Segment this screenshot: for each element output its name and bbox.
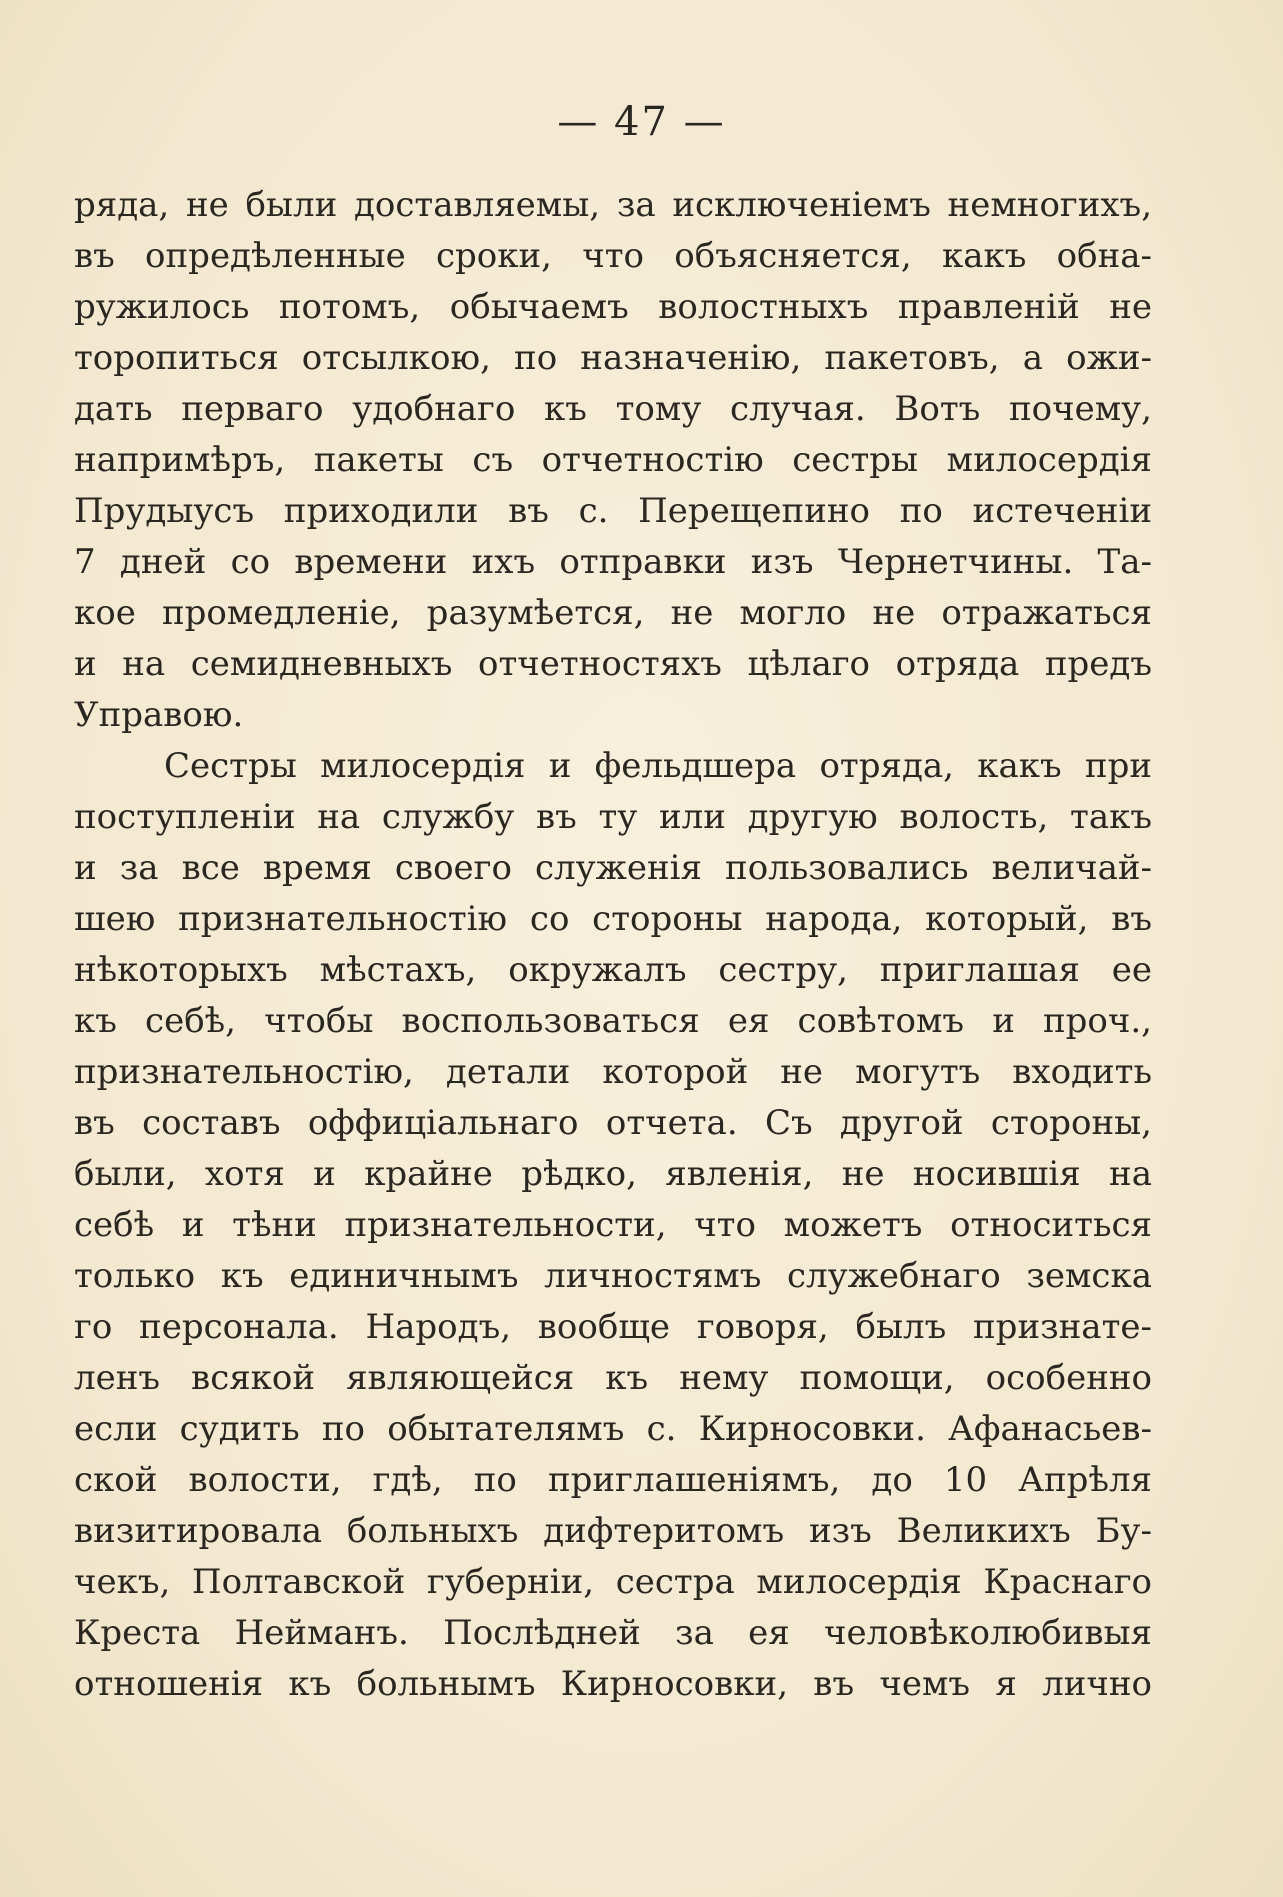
paragraph-end-line: Управою. — [74, 695, 244, 735]
text-line: себѣ и тѣни признательности, что можетъ относиться — [74, 1205, 1152, 1245]
text-line: чекъ, Полтавской губернiи, сестра милосердiя Краснаго — [74, 1562, 1152, 1602]
text-line: дать перваго удобнаго къ тому случая. Вотъ почему, — [74, 389, 1152, 429]
body-text — [74, 180, 1152, 1710]
text-line: ской волости, гдѣ, по приглашенiямъ, до 10 Апрѣля — [74, 1460, 1152, 1500]
text-line: 7 дней со времени ихъ отправки изъ Чернетчины. Та- — [74, 542, 1152, 582]
text-line: торопиться отсылкою, по назначенiю, пакетовъ, а ожи- — [74, 338, 1152, 378]
text-line: напримѣръ, пакеты съ отчетностiю сестры милосердiя — [74, 440, 1152, 480]
text-line: ружилось потомъ, обычаемъ волостныхъ правленiй не — [74, 287, 1152, 327]
text-line: признательностiю, детали которой не могутъ входить — [74, 1052, 1152, 1092]
text-line: къ себѣ, чтобы воспользоваться ея совѣтомъ и проч., — [74, 1001, 1152, 1041]
text-line: были, хотя и крайне рѣдко, явленiя, не носившiя на — [74, 1154, 1152, 1194]
text-line: визитировала больныхъ дифтеритомъ изъ Великихъ Бу- — [74, 1511, 1152, 1551]
text-line: шею признательностiю со стороны народа, который, въ — [74, 899, 1152, 939]
text-line: въ составъ оффицiальнаго отчета. Съ другой стороны, — [74, 1103, 1152, 1143]
paragraph-start-line: Сестры милосердiя и фельдшера отряда, какъ при — [164, 746, 1152, 786]
text-line: отношенiя къ больнымъ Кирносовки, въ чемъ я лично — [74, 1664, 1152, 1704]
text-line: и на семидневныхъ отчетностяхъ цѣлаго отряда предъ — [74, 644, 1152, 684]
text-line: только къ единичнымъ личностямъ служебнаго земска — [74, 1256, 1152, 1296]
text-line: кое промедленiе, разумѣется, не могло не отражаться — [74, 593, 1152, 633]
text-line: поступленiи на службу въ ту или другую волость, такъ — [74, 797, 1152, 837]
text-line: въ опредѣленные сроки, что объясняется, какъ обна- — [74, 236, 1152, 276]
text-line: Прудыусъ приходили въ с. Перещепино по истеченiи — [74, 491, 1152, 531]
text-line: ленъ всякой являющейся къ нему помощи, особенно — [74, 1358, 1152, 1398]
text-line: если судить по обытателямъ с. Кирносовки. Афанасьев- — [74, 1409, 1152, 1449]
text-line: го персонала. Народъ, вообще говоря, былъ признате- — [74, 1307, 1152, 1347]
text-line: ряда, не были доставляемы, за исключенiемъ немногихъ, — [74, 185, 1152, 225]
text-line: нѣкоторыхъ мѣстахъ, окружалъ сестру, приглашая ее — [74, 950, 1152, 990]
page-number: — 47 — — [557, 99, 726, 145]
text-line: и за все время своего служенiя пользовались величай- — [74, 848, 1152, 888]
text-line: Креста Нейманъ. Послѣдней за ея человѣколюбивыя — [74, 1613, 1152, 1653]
